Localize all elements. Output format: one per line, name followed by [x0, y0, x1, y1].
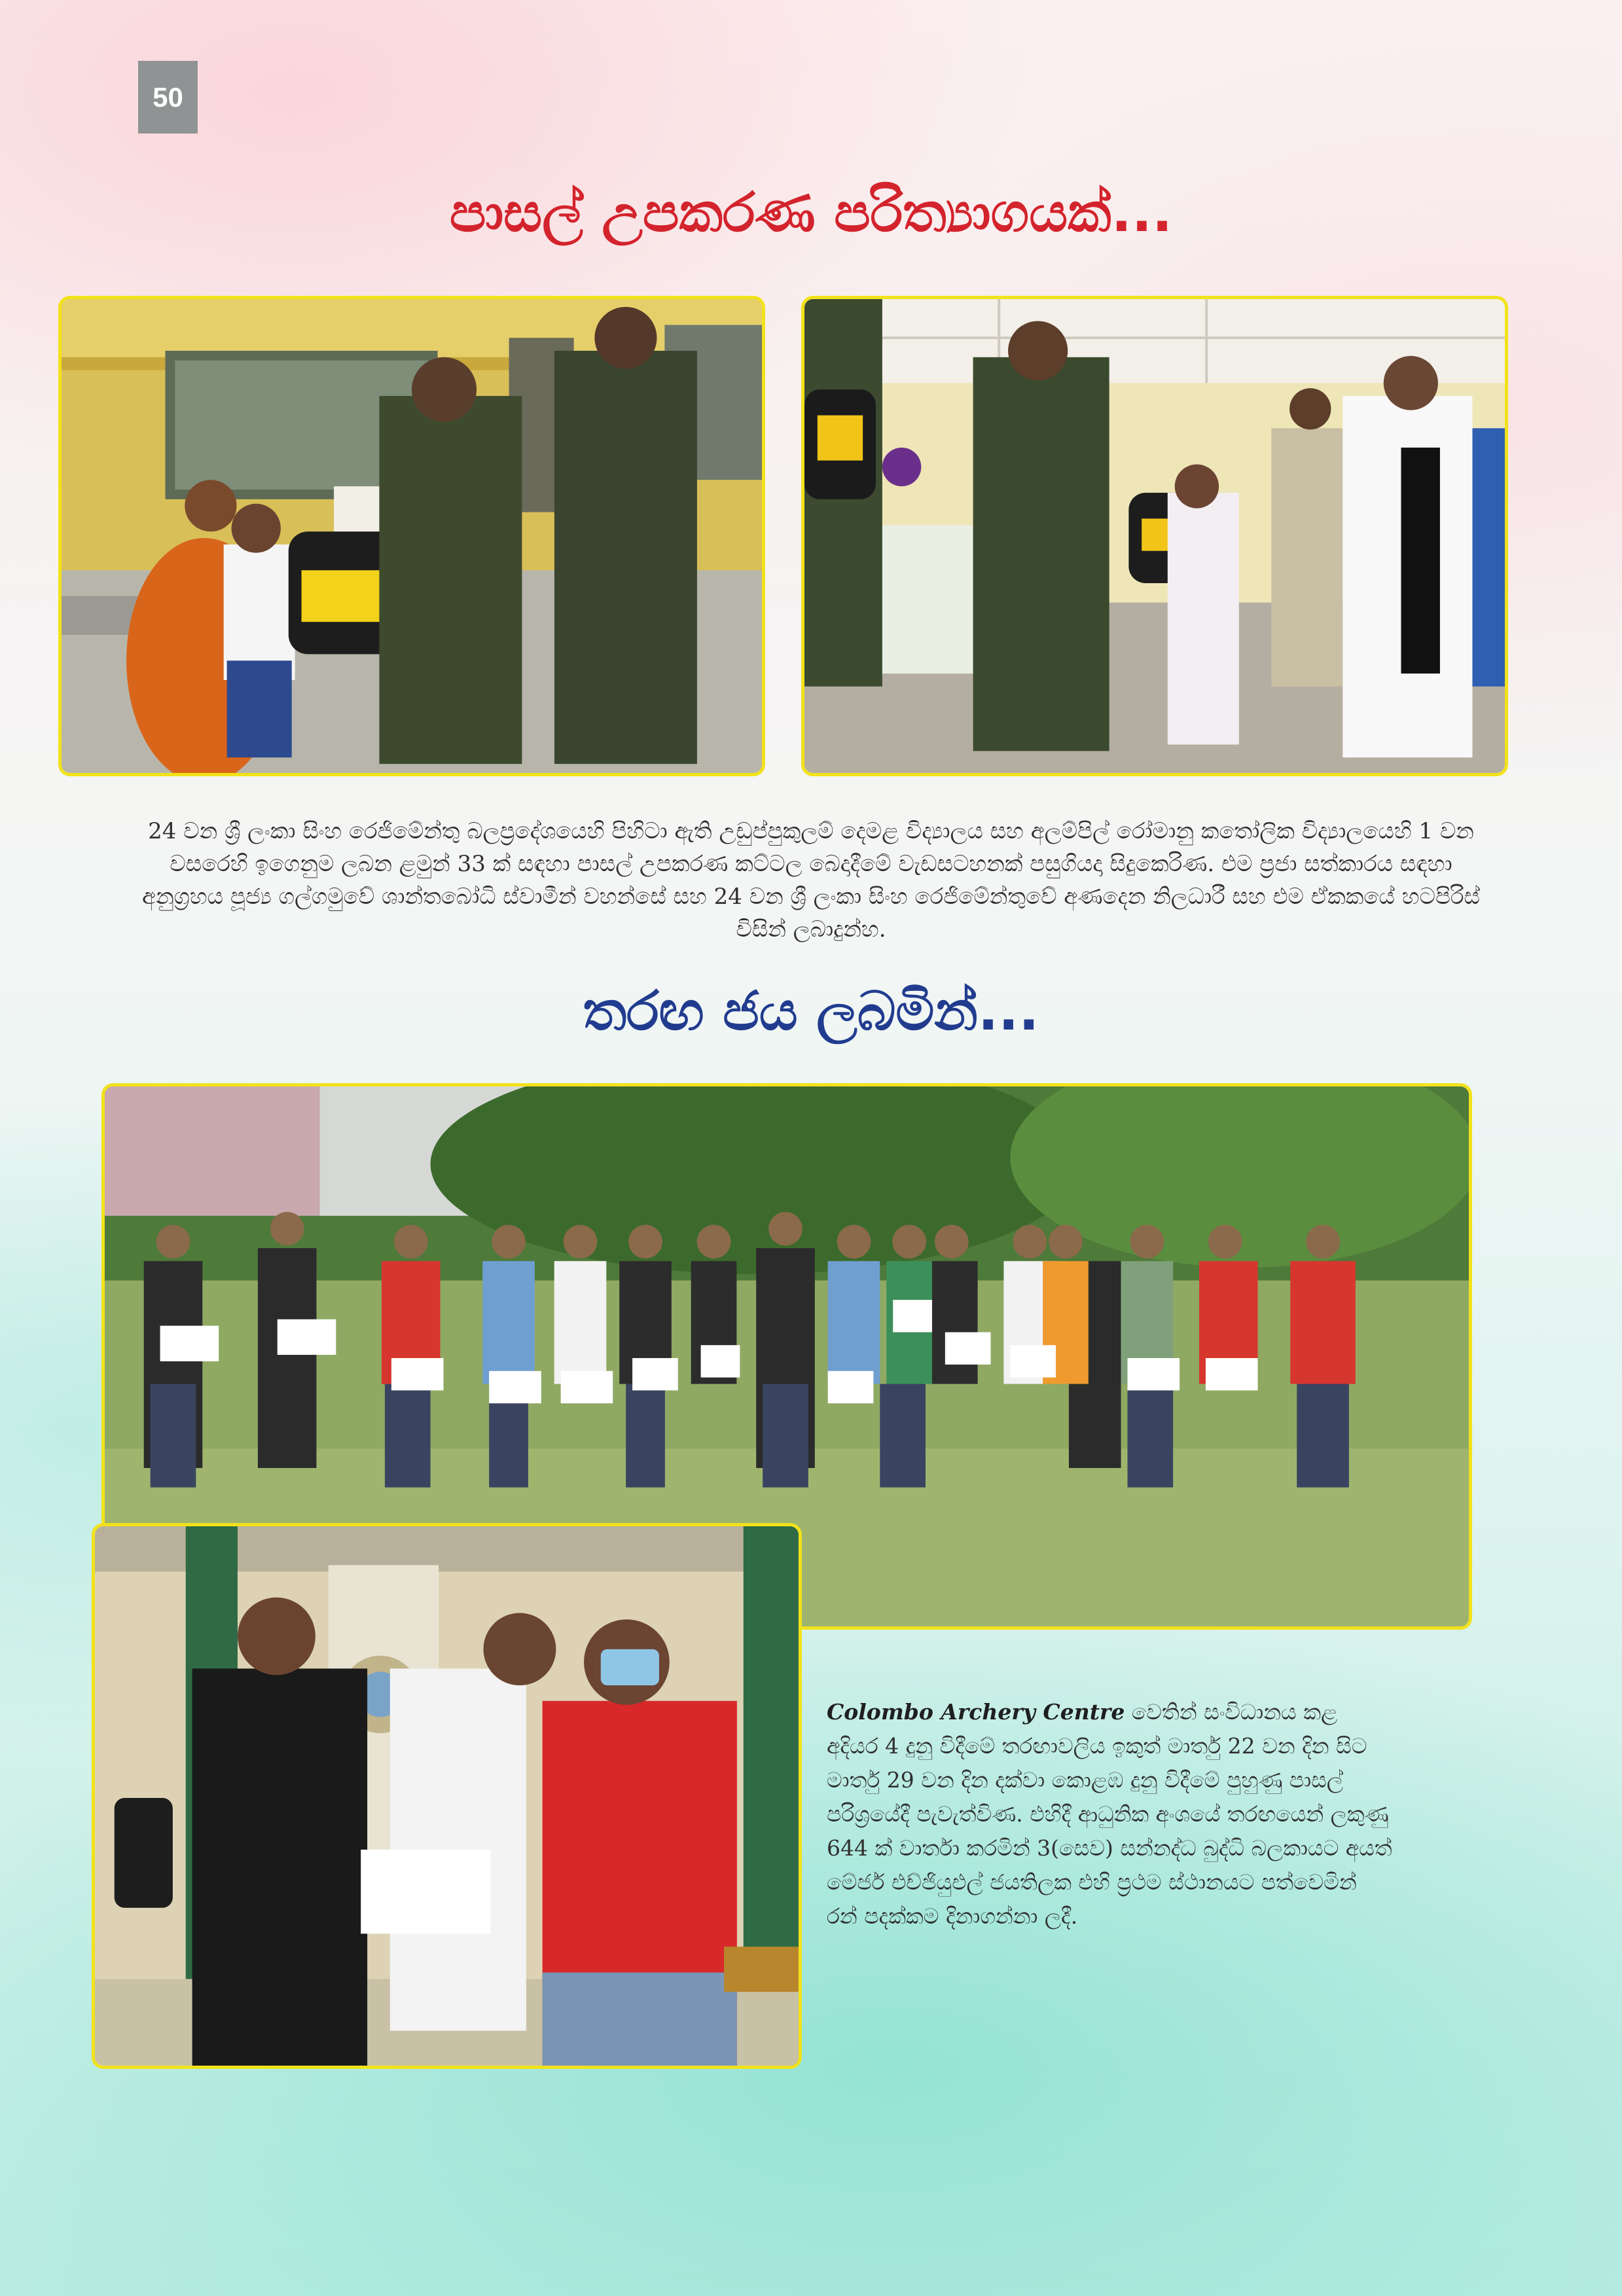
- photo-donation-right-image: [804, 299, 1505, 773]
- section2-paragraph-body: වෙතින් සංවිධානය කළ අදියර 4 දුනු විදීමේ තරඟාවලිය ඉකුත් මාර්තු 22 වන දින සිට මාර්තු 29 වන දින දක්වා කොළඹ දුනු විදීමේ පුහුණු පාසල් පරිශ්‍රයේදී පැවැත්විණ. එහිදී ආධුනික අංශයේ තරඟයෙන් ලකුණු 644 ක් වාර්තා කරමින් 3(සෙව) සන්නද්ධ බුද්ධි බලකායට අයත් මේජර් එච්ජියුඑල් ජයතිලක එහි ප්‍රථම ස්ථානයට පත්වෙමින් රන් පදක්කම දිනාගන්නා ලදී.: [827, 1699, 1392, 1929]
- section2-paragraph: [827, 1695, 1393, 1933]
- section1-title: පාසල් උපකරණ පරිත්‍යාගයක්...: [449, 182, 1173, 244]
- photo-archery-award: [92, 1523, 802, 2069]
- photo-donation-left-image: [62, 299, 762, 773]
- section2-title: තරඟ ජය ලබමින්...: [583, 980, 1039, 1043]
- page-number: 50: [138, 61, 198, 134]
- photo-donation-left: [58, 296, 765, 776]
- organizer-name: Colombo Archery Centre: [827, 1699, 1125, 1725]
- photo-donation-right: [801, 296, 1508, 776]
- section1-paragraph: 24 වන ශ්‍රී ලංකා සිංහ රෙජිමේන්තු බලප්‍රදේශයෙහි පිහිටා ඇති උඩුප්පුකුලම් දෙමළ විද්‍යාලය සහ අලම්පිල් රෝමානු කතෝලික විද්‍යාලයෙහි 1 වන වසරෙහි ඉගෙනුම ලබන ළමුන් 33 ක් සඳහා පාසල් උපකරණ කට්ටල බෙදාදීමේ වැඩසටහනක් පසුගියදා සිදුකෙරිණ. එම ප්‍රජා සත්කාරය සඳහා අනුග්‍රහය පූජ්‍ය ගල්ගමුවේ ශාන්තබෝධි ස්වාමීන් වහන්සේ සහ 24 වන ශ්‍රී ලංකා සිංහ රෙජිමේන්තුවේ අණදෙන නිලධාරී සහ එම ඒකකයේ හටපිරිස් විසින් ලබාදුන්හ.: [142, 818, 1480, 942]
- photo-archery-award-image: [95, 1526, 799, 2066]
